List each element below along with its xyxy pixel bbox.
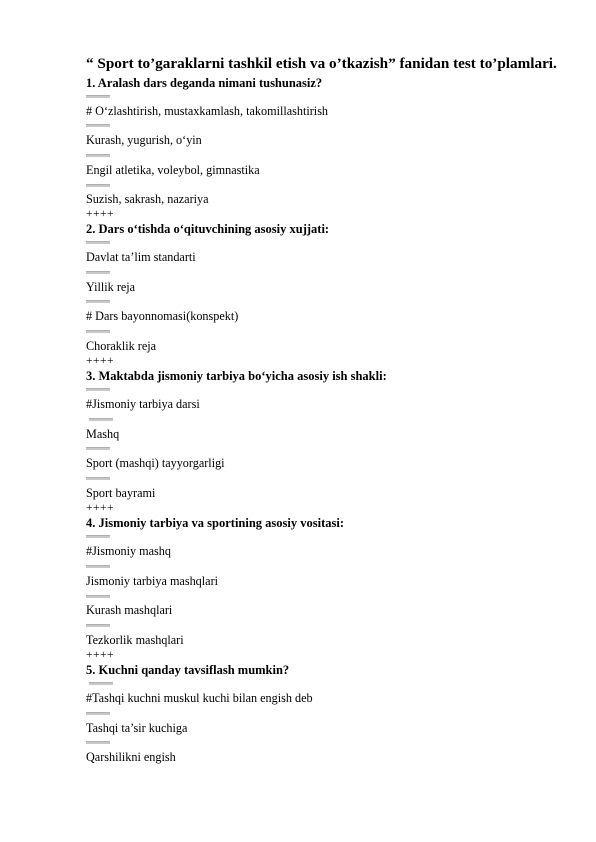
answer-2-1: Davlat ta’lim standarti: [86, 250, 196, 264]
answer-3-4: Sport bayrami: [86, 486, 156, 500]
question-4: 4. Jismoniy tarbiya va sportining asosiy vositasi:: [86, 516, 345, 530]
answer-1-3: Engil atletika, voleybol, gimnastika: [86, 163, 260, 177]
answer-5-1: #Tashqi kuchni muskul kuchi bilan engish deb: [86, 691, 313, 705]
answer-separator: [89, 418, 113, 421]
answer-separator: [86, 300, 110, 303]
answer-separator: [86, 241, 110, 244]
answer-separator: [86, 154, 110, 157]
answer-separator: [86, 124, 110, 127]
answer-5-3: Qarshilikni engish: [86, 750, 176, 764]
answer-4-3: Kurash mashqlari: [86, 603, 173, 617]
answer-5-2: Tashqi ta’sir kuchiga: [86, 721, 188, 735]
question-3: 3. Maktabda jismoniy tarbiya bo‘yicha asosiy ish shakli:: [86, 369, 387, 383]
answer-separator: [86, 477, 110, 480]
answer-separator: [86, 388, 110, 391]
answer-separator: [86, 595, 110, 598]
question-delimiter: ++++: [86, 502, 114, 514]
answer-separator: [86, 95, 110, 98]
answer-3-1: #Jismoniy tarbiya darsi: [86, 397, 200, 411]
question-delimiter: ++++: [86, 355, 114, 367]
question-1: 1. Aralash dars deganda nimani tushunasiz?: [86, 76, 323, 90]
answer-separator: [86, 712, 110, 715]
answer-4-1: #Jismoniy mashq: [86, 544, 171, 558]
answer-1-1: # O‘zlashtirish, mustaxkamlash, takomillashtirish: [86, 104, 329, 118]
question-2: 2. Dars o‘tishda o‘qituvchining asosiy xujjati:: [86, 222, 330, 236]
answer-1-2: Kurash, yugurish, o‘yin: [86, 133, 202, 147]
answer-separator: [86, 741, 110, 744]
answer-4-2: Jismoniy tarbiya mashqlari: [86, 574, 219, 588]
answer-separator: [86, 624, 110, 627]
answer-separator: [86, 271, 110, 274]
answer-2-2: Yillik reja: [86, 280, 136, 294]
answer-1-4: Suzish, sakrash, nazariya: [86, 192, 209, 206]
answer-separator: [89, 682, 113, 685]
answer-separator: [86, 447, 110, 450]
answer-separator: [86, 330, 110, 333]
answer-separator: [86, 565, 110, 568]
question-delimiter: ++++: [86, 649, 114, 661]
answer-2-3: # Dars bayonnomasi(konspekt): [86, 309, 239, 323]
answer-3-2: Mashq: [86, 427, 120, 441]
answer-3-3: Sport (mashqi) tayyorgarligi: [86, 456, 225, 470]
answer-separator: [86, 535, 110, 538]
question-5: 5. Kuchni qanday tavsiflash mumkin?: [86, 663, 290, 677]
document-title: “ Sport to’garaklarni tashkil etish va o’tkazish” fanidan test to’plamlari.: [86, 55, 557, 72]
answer-2-4: Choraklik reja: [86, 339, 157, 353]
answer-separator: [86, 184, 110, 187]
question-delimiter: ++++: [86, 208, 114, 220]
answer-4-4: Tezkorlik mashqlari: [86, 633, 184, 647]
